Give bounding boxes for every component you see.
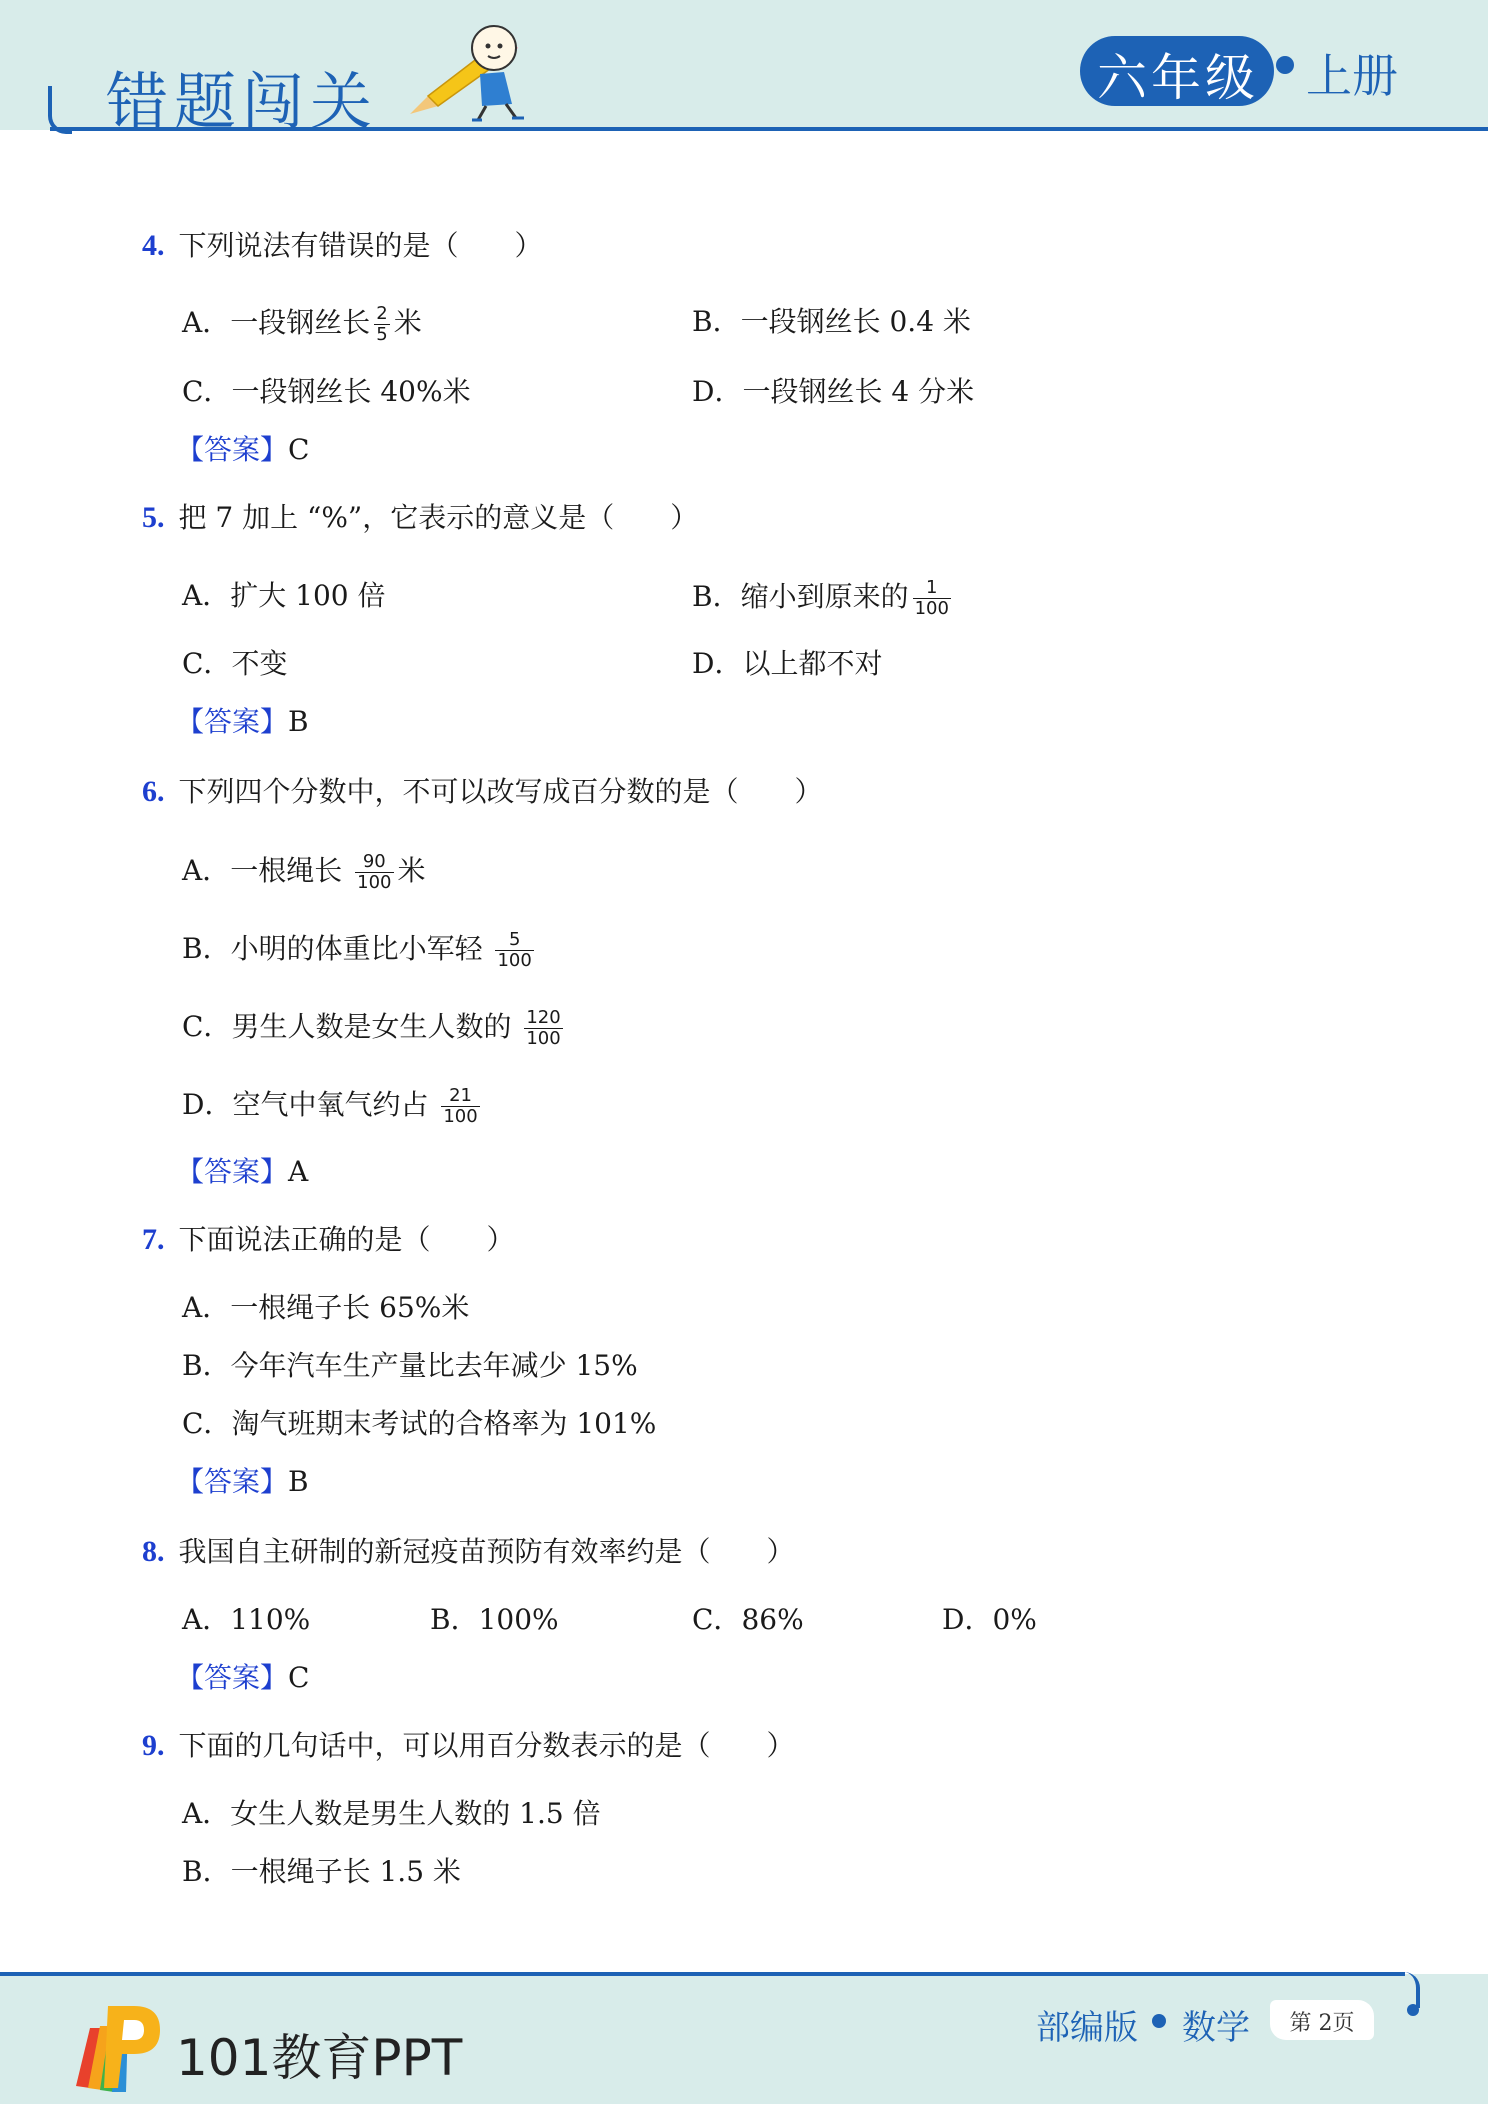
answer-5 [176,704,309,740]
option-text: 100% [478,1603,559,1636]
fraction-denominator: 100 [443,1106,478,1127]
option-text: 一段钢丝长 40%米 [231,375,471,408]
option-text: 淘气班期末考试的合格率为 101% [231,1407,657,1440]
footer-decor-dot [1407,2004,1419,2016]
option-text: 扩大 100 倍 [230,579,386,612]
option-text: 一段钢丝长 4 分米 [742,375,975,408]
option-letter: C． [692,1603,742,1636]
answer-value: C [288,433,310,466]
question-8 [142,1534,795,1570]
option-letter: A． [182,1797,231,1830]
option-5a [182,578,385,614]
fraction [374,304,389,345]
option-text: 女生人数是男生人数的 1.5 倍 [230,1797,601,1830]
question-stem: 下面的几句话中，可以用百分数表示的是（ ） [178,1729,795,1762]
option-7b [182,1348,638,1384]
fraction [355,852,393,893]
option-letter: D． [692,375,743,408]
header-title: 错题闯关 [106,65,379,138]
option-text: 一根绳子长 65%米 [230,1291,470,1324]
option-4d [692,374,974,410]
option-letter: B． [430,1603,479,1636]
fraction [524,1008,562,1049]
option-text-suffix: 米 [397,854,426,887]
fraction [441,1086,479,1127]
option-4b [692,304,971,340]
separator-dot [1276,56,1294,74]
fraction-numerator: 21 [449,1085,472,1106]
option-6c [182,1008,567,1049]
question-number: 7. [142,1223,165,1256]
brand-name: 101教育PPT [176,2029,463,2087]
option-8d [942,1602,1037,1638]
footer-divider [0,1972,1405,1976]
option-letter: C． [182,1010,232,1043]
option-letter: A． [182,306,231,339]
pencil-mascot-icon [408,14,548,124]
question-number: 8. [142,1535,165,1568]
answer-6 [176,1154,308,1190]
option-text: 一段钢丝长 [230,306,371,339]
question-number: 4. [142,229,165,262]
option-5c [182,646,287,682]
question-5 [142,500,698,536]
option-letter: B． [692,580,741,613]
option-text: 空气中氧气约占 [232,1088,438,1121]
fraction-denominator: 100 [526,1028,561,1049]
fraction-denominator: 100 [914,598,949,619]
answer-4 [176,432,309,468]
option-text: 一根绳长 [230,854,352,887]
option-text: 一段钢丝长 0.4 米 [740,305,971,338]
option-8c [692,1602,804,1638]
option-4a [182,304,422,345]
volume-label: 上册 [1306,49,1398,103]
option-7c [182,1406,656,1442]
option-text: 不变 [231,647,288,680]
option-text: 缩小到原来的 [740,580,909,613]
fraction-denominator: 100 [357,872,392,893]
question-stem: 下列说法有错误的是（ ） [178,229,543,262]
option-letter: B． [692,305,741,338]
fraction-denominator: 100 [497,950,532,971]
fraction-numerator: 1 [926,577,938,598]
page-number: 第 2页 [1289,2011,1355,2036]
answer-tag: 【答案】 [176,1155,289,1188]
answer-7 [176,1464,309,1500]
question-stem: 我国自主研制的新冠疫苗预防有效率约是（ ） [178,1535,795,1568]
answer-tag: 【答案】 [176,1661,289,1694]
fraction [913,578,951,619]
question-stem: 下列四个分数中，不可以改写成百分数的是（ ） [178,775,823,808]
option-letter: A． [182,1603,231,1636]
fraction-numerator: 5 [508,929,521,950]
brand-logo-icon [68,1998,164,2094]
grade-label: 六年级 [1097,49,1259,107]
question-9 [142,1728,795,1764]
option-text: 一根绳子长 1.5 米 [230,1855,461,1888]
question-number: 5. [142,501,165,534]
answer-value: C [288,1661,310,1694]
answer-value: B [288,1465,309,1498]
option-letter: D． [182,1088,233,1121]
option-letter: C． [182,1407,232,1440]
answer-value: A [288,1155,309,1188]
option-letter: A． [182,579,231,612]
option-text: 以上都不对 [742,647,883,680]
option-text: 小明的体重比小军轻 [230,932,492,965]
fraction-numerator: 120 [526,1007,561,1028]
subject-label: 数学 [1182,2008,1250,2048]
option-9b [182,1854,461,1890]
question-number: 9. [142,1729,165,1762]
option-letter: D． [942,1603,993,1636]
separator-dot [1152,2014,1166,2028]
answer-8 [176,1660,309,1696]
option-text-suffix: 米 [393,306,422,339]
question-7 [142,1222,515,1258]
fraction-denominator: 5 [376,324,388,345]
option-letter: C． [182,647,232,680]
option-7a [182,1290,469,1326]
option-letter: C． [182,375,232,408]
option-9a [182,1796,601,1832]
answer-tag: 【答案】 [176,433,289,466]
answer-tag: 【答案】 [176,1465,289,1498]
option-letter: D． [692,647,743,680]
option-8b [430,1602,559,1638]
question-stem: 把 7 加上 “%”，它表示的意义是（ ） [178,501,699,534]
option-text: 86% [741,1603,804,1636]
answer-tag: 【答案】 [176,705,289,738]
option-6a [182,852,426,893]
option-letter: B． [182,932,231,965]
option-letter: A． [182,1291,231,1324]
option-text: 0% [992,1603,1037,1636]
fraction [495,930,533,971]
fraction-numerator: 2 [376,303,388,324]
fraction-numerator: 90 [362,851,386,872]
edition-label: 部编版 [1036,2008,1138,2048]
option-letter: B． [182,1349,231,1382]
option-5d [692,646,882,682]
option-text: 110% [230,1603,311,1636]
option-4c [182,374,471,410]
question-stem: 下面说法正确的是（ ） [178,1223,515,1256]
option-letter: B． [182,1855,231,1888]
option-letter: A． [182,854,231,887]
question-number: 6. [142,775,165,808]
option-text: 男生人数是女生人数的 [231,1010,521,1043]
option-8a [182,1602,310,1638]
answer-value: B [288,705,309,738]
option-6b [182,930,538,971]
question-4 [142,228,543,264]
option-text: 今年汽车生产量比去年减少 15% [230,1349,638,1382]
option-5b [692,578,955,619]
option-6d [182,1086,484,1127]
question-6 [142,774,823,810]
